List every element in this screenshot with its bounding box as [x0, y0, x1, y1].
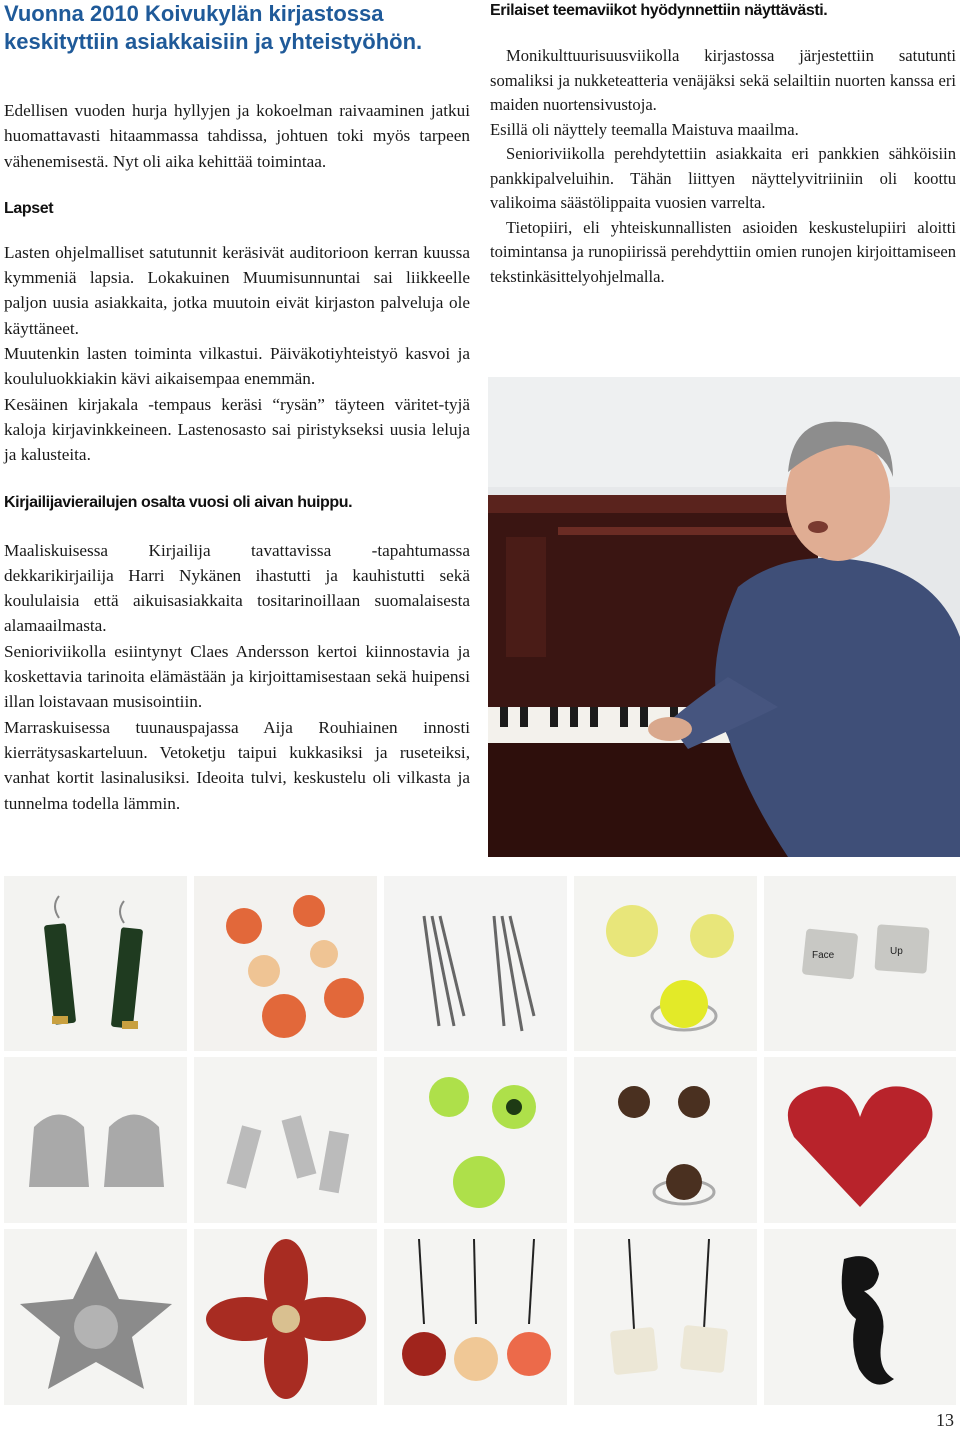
photo-zipper-heart-brooch [764, 1057, 956, 1223]
kirjailija-paragraph-2: Senioriviikolla esiintynyt Claes Andersson kertoi kiinnostavia ja koskettavia tarinoita elämästään ja kirjoittamisestaan sekä huipensi illan loistavaan musisointiin. [4, 641, 470, 712]
lapset-paragraph-3: Kesäinen kirjakala -tempaus keräsi “rysän” täyteen väritet-tyjä kaloja kirjavinkkeineen. Lastenosasto sai piristykseksi uusia leluja ja kalusteita. [4, 394, 470, 465]
teema-paragraph-2: Esillä oli näyttely teemalla Maistuva maailma. [490, 119, 799, 139]
photo-green-rings [384, 1057, 567, 1223]
kirjailija-paragraph-3: Marraskuisessa tuunauspajassa Aija Rouhiainen innosti kierrätysaskarteluun. Vetoketju taipui kukkasiksi ja ruseteiksi, vanhat kortit lasinalusiksi. Ideoita tulvi, keskustelu oli vilkasta ja tunnelma todella lämmin. [4, 717, 470, 813]
page-title: Vuonna 2010 Koivukylän kirjastossa keskityttiin asiakkaisiin ja yhteistyöhön. [4, 1, 423, 54]
photo-author-at-piano [488, 377, 960, 857]
photo-thimble-earrings [4, 1057, 187, 1223]
photo-button-earrings [194, 876, 377, 1051]
teema-paragraph-4: Tietopiiri, eli yhteiskunnallisten asioiden keskustelupiiri aloitti toimintansa ja runopiirissä perehdyttiin omien runojen kirjoittamiseen tekstinkäsittelyohjelmalla. [490, 217, 956, 286]
page-number: 13 [936, 1410, 954, 1430]
photo-brown-button-ring [574, 1057, 757, 1223]
left-column [4, 0, 470, 816]
photo-zipper-tassel-earrings [384, 876, 567, 1051]
intro-paragraph: Edellisen vuoden hurja hyllyjen ja kokoelman raivaaminen jatkui huomattavasti hitaammassa tahdissa, johtuen toki myös tarpeen vähenemisestä. Nyt oli aika kehittää toimintaa. [4, 101, 470, 171]
teema-paragraph-3: Senioriviikolla perehdytettiin asiakkaita eri pankkien sähköisiin pankkipalveluihin. Tähän liittyen näyttelyvitriiniin oli koottu valikoima säästölippaita vuosien varrelta. [490, 144, 956, 212]
heading-teemaviikot: Erilaiset teemaviikot hyödynnettiin näyttävästi. [490, 2, 828, 19]
photo-felt-star-brooch [4, 1229, 187, 1405]
kirjailija-paragraph-1: Maaliskuisessa Kirjailija tavattavissa -tapahtumassa dekkarikirjailija Harri Nykänen ihastutti ja kauhistutti sekä koululaisia että aikuisasiakkaita tositarinoillaan suomalaisesta alamaailmasta. [4, 540, 470, 636]
keycap-label-up: Up [890, 946, 903, 957]
lapset-paragraph-1: Lasten ohjelmalliset satutunnit keräsivät auditorioon kerran kuussa kymmeniä lapsia. Lokakuinen Muumisunnuntai sai liikkeelle paljon uusia asiakkaita, jotka muutoin eivät kirjaston palveluja ole käyttäneet. [4, 242, 470, 338]
heading-lapset: Lapset [4, 199, 54, 217]
photo-yellow-button-ring [574, 876, 757, 1051]
photo-zipper-flower-brooch [194, 1229, 377, 1405]
photo-keycap-phone-charms [574, 1229, 757, 1405]
teema-paragraph-1: Monikulttuurisuusviikolla kirjastossa järjestettiin satutunti somaliksi ja nukketeatteria venäjäksi sekä selailtiin nuorten kanssa eri maiden nuortensivustoja. [490, 46, 956, 114]
right-column [490, 0, 956, 289]
photo-button-phone-charms [384, 1229, 567, 1405]
lapset-paragraph-2: Muutenkin lasten toiminta vilkastui. Päiväkotiyhteistyö kasvoi ja koululuokkiakin kävi aikaisempaa enemmän. [4, 344, 470, 389]
photo-zipper-pull-earrings [194, 1057, 377, 1223]
photo-author-at-piano-graphic [488, 377, 960, 857]
photo-keycap-earrings [764, 876, 956, 1051]
photo-seahorse-brooch [764, 1229, 956, 1405]
keycap-label-face: Face [812, 950, 835, 961]
heading-kirjailijavierailut: Kirjailijavierailujen osalta vuosi oli aivan huippu. [4, 493, 353, 511]
photo-circuit-earrings [4, 876, 187, 1051]
